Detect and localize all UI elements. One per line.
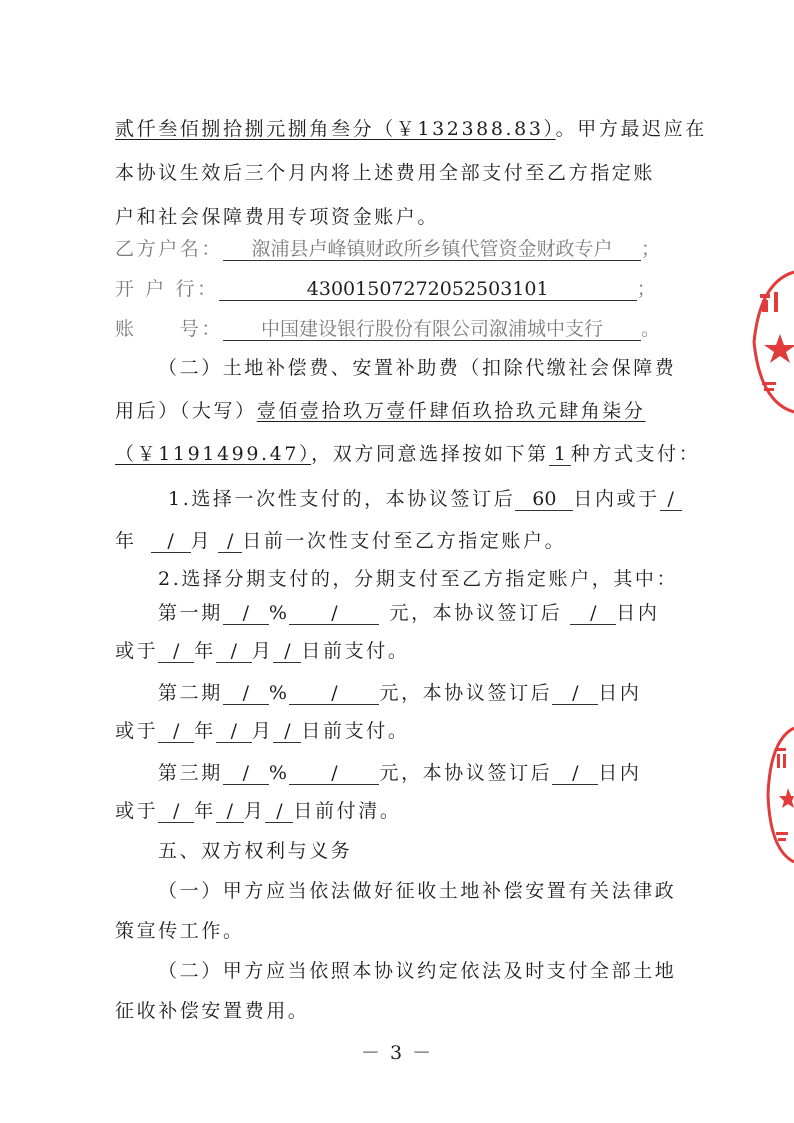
phase1-amount-blank: / bbox=[289, 602, 379, 625]
phase3-day-blank: / bbox=[265, 800, 293, 823]
option1-line2 bbox=[0, 528, 794, 554]
para2-line1 bbox=[0, 355, 794, 381]
option1-days: 60 bbox=[515, 488, 573, 511]
page-number: － 3 － bbox=[360, 1042, 434, 1064]
account-no-row bbox=[0, 316, 794, 342]
option1-tail: 日前一次性支付至乙方指定账户。 bbox=[242, 530, 567, 552]
phase3-line1 bbox=[0, 760, 794, 786]
phase3-month-blank: / bbox=[216, 800, 244, 823]
phase2-label: 第二期 bbox=[158, 682, 223, 704]
phase1-year-blank: / bbox=[158, 640, 194, 663]
phase3-pct-sign: % bbox=[268, 762, 290, 784]
official-seal-fragment-bottom bbox=[762, 720, 794, 870]
phase2-pct-sign: % bbox=[268, 682, 290, 704]
phase1-pct-blank: / bbox=[223, 602, 269, 625]
para2-line2 bbox=[0, 398, 794, 424]
para2-line3-end: 种方式支付： bbox=[570, 443, 701, 465]
phase1-days-blank: / bbox=[570, 602, 616, 625]
option2-intro-text: 2.选择分期支付的，分期支付至乙方指定账户，其中： bbox=[158, 568, 679, 590]
option1-year-blank: / bbox=[660, 488, 682, 511]
official-seal-fragment-top bbox=[740, 262, 794, 422]
phase3-amount-blank: / bbox=[289, 762, 379, 785]
para1-line2-text: 本协议生效后三个月内将上述费用全部支付至乙方指定账 bbox=[115, 162, 656, 184]
para2-line3 bbox=[0, 441, 794, 467]
account-no-end: 。 bbox=[641, 318, 663, 340]
section5-heading-text: 五、双方权利与义务 bbox=[158, 840, 353, 862]
bank-end: ； bbox=[636, 278, 659, 300]
phase1-month-blank: / bbox=[216, 640, 252, 663]
phase1-line2 bbox=[0, 638, 794, 664]
section5-item1-line1 bbox=[0, 878, 794, 904]
phase2-huoyu: 或于 bbox=[115, 720, 159, 742]
option1-day-blank: / bbox=[218, 530, 242, 553]
phase1-label: 第一期 bbox=[158, 602, 223, 624]
phase3-days-in: 日内 bbox=[598, 762, 642, 784]
phase3-year-blank: / bbox=[158, 800, 194, 823]
account-name-label: 乙方户名： bbox=[115, 238, 224, 260]
para1-line3-text: 户和社会保障费用专项资金账户。 bbox=[115, 206, 440, 228]
phase1-nian: 年 bbox=[194, 640, 216, 662]
phase3-label: 第三期 bbox=[158, 762, 223, 784]
phase1-yue: 月 bbox=[251, 640, 274, 662]
section5-item1-text2: 策宣传工作。 bbox=[115, 920, 245, 942]
phase3-line2 bbox=[0, 798, 794, 824]
option2-intro bbox=[0, 566, 794, 592]
compensation-amount-figure: （￥1191499.47） bbox=[115, 443, 312, 465]
account-name-row bbox=[0, 236, 794, 262]
para1-line3 bbox=[0, 204, 794, 230]
option1-text: 1.选择一次性支付的，本协议签订后 bbox=[168, 488, 516, 510]
bank-value: 43001507272052503101 bbox=[219, 278, 637, 301]
phase1-pct-sign: % bbox=[268, 602, 290, 624]
payment-method-choice: 1 bbox=[549, 443, 571, 466]
phase2-line2 bbox=[0, 718, 794, 744]
para2-line3-mid: ，双方同意选择按如下第 bbox=[311, 443, 549, 465]
phase2-days-blank: / bbox=[552, 682, 598, 705]
para1-line1-rest: 。甲方最迟应在 bbox=[555, 118, 707, 140]
section5-heading bbox=[0, 838, 794, 864]
para1-line1 bbox=[0, 116, 794, 142]
phase3-yuan-text: 元，本协议签订后 bbox=[379, 762, 553, 784]
phase3-settle-before: 日前付清。 bbox=[293, 800, 402, 822]
option1-year-label: 年 bbox=[115, 530, 137, 552]
phase2-days-in: 日内 bbox=[598, 682, 642, 704]
phase2-amount-blank: / bbox=[289, 682, 379, 705]
phase3-pct-blank: / bbox=[223, 762, 269, 785]
para1-line2 bbox=[0, 160, 794, 186]
phase1-huoyu: 或于 bbox=[115, 640, 159, 662]
section5-item2-text: （二）甲方应当依照本协议约定依法及时支付全部土地 bbox=[158, 960, 677, 982]
section5-item2-line1 bbox=[0, 958, 794, 984]
option1-line1 bbox=[0, 486, 794, 512]
phase2-day-blank: / bbox=[273, 720, 301, 743]
option1-text-b: 日内或于 bbox=[573, 488, 660, 510]
phase1-pay-before: 日前支付。 bbox=[301, 640, 410, 662]
para2-line2-prefix: 用后）（大写） bbox=[115, 400, 257, 422]
phase3-yue: 月 bbox=[243, 800, 266, 822]
phase3-nian: 年 bbox=[194, 800, 216, 822]
phase2-yue: 月 bbox=[251, 720, 274, 742]
section5-item1-text: （一）甲方应当依法做好征收土地补偿安置有关法律政 bbox=[158, 880, 677, 902]
phase3-huoyu: 或于 bbox=[115, 800, 159, 822]
section5-item1-line2 bbox=[0, 918, 794, 944]
option1-month-blank: / bbox=[151, 530, 191, 553]
phase2-year-blank: / bbox=[158, 720, 194, 743]
option1-month-label: 月 bbox=[190, 530, 213, 552]
bank-label: 开 户 行： bbox=[115, 278, 219, 300]
amount-in-words: 贰仟叁佰捌拾捌元捌角叁分（￥132388.83） bbox=[115, 118, 556, 140]
phase2-yuan-text: 元，本协议签订后 bbox=[379, 682, 553, 704]
phase2-pct-blank: / bbox=[223, 682, 269, 705]
compensation-amount-words: 壹佰壹拾玖万壹仟肆佰玖拾玖元肆角柒分 bbox=[256, 400, 646, 422]
phase2-line1 bbox=[0, 680, 794, 706]
account-name-value: 溆浦县卢峰镇财政所乡镇代管资金财政专户 bbox=[223, 238, 641, 261]
phase2-month-blank: / bbox=[216, 720, 252, 743]
phase3-days-blank: / bbox=[552, 762, 598, 785]
phase1-yuan-text: 元，本协议签订后 bbox=[389, 602, 563, 624]
account-no-label: 账 号： bbox=[115, 318, 224, 340]
phase2-nian: 年 bbox=[194, 720, 216, 742]
phase2-pay-before: 日前支付。 bbox=[301, 720, 410, 742]
bank-row bbox=[0, 276, 794, 302]
phase1-line1 bbox=[0, 600, 794, 626]
section5-item2-line2 bbox=[0, 998, 794, 1024]
para2-line1-text: （二）土地补偿费、安置补助费（扣除代缴社会保障费 bbox=[158, 357, 677, 379]
account-name-end: ； bbox=[641, 238, 663, 260]
phase1-day-blank: / bbox=[273, 640, 301, 663]
phase1-days-in: 日内 bbox=[616, 602, 660, 624]
section5-item2-text2: 征收补偿安置费用。 bbox=[115, 1000, 310, 1022]
account-no-value: 中国建设银行股份有限公司溆浦城中支行 bbox=[223, 318, 641, 341]
